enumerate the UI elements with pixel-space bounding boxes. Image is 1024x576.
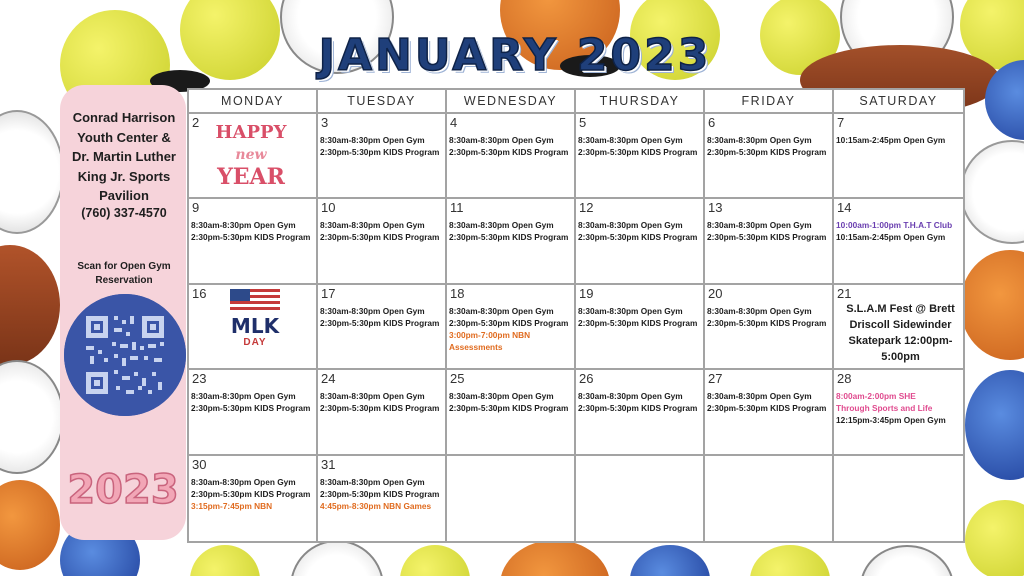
day-number: 9	[192, 200, 200, 216]
event-item: 2:30pm-5:30pm KIDS Program	[449, 147, 569, 157]
event-list	[191, 476, 314, 512]
day-cell	[318, 456, 447, 541]
scan-line: Reservation	[95, 275, 153, 286]
event-list	[449, 134, 572, 158]
event-item: 2:30pm-5:30pm KIDS Program	[191, 232, 311, 243]
event-list	[836, 390, 961, 426]
day-header: MONDAY	[189, 90, 318, 114]
day-number: 5	[579, 115, 587, 130]
day-cell	[318, 285, 447, 370]
org-line: King Jr. Sports	[77, 168, 171, 184]
day-cell	[318, 114, 447, 199]
featured-event	[840, 301, 961, 365]
event-item: 8:30am-8:30pm Open Gym	[191, 220, 296, 231]
soccer-ball-icon	[290, 540, 384, 576]
event-list	[707, 219, 830, 243]
phone-number: (760) 337-4570	[81, 206, 167, 220]
day-number: 2	[192, 115, 200, 130]
day-number: 7	[837, 115, 845, 130]
scan-instructions	[66, 260, 182, 288]
event-list	[578, 134, 701, 158]
day-number: 20	[708, 285, 723, 301]
event-item: 2:30pm-5:30pm KIDS Program	[320, 488, 440, 499]
org-line: Youth Center &	[77, 129, 171, 145]
american-flag-icon	[230, 289, 280, 313]
org-line: Pavilion	[99, 188, 149, 203]
event-item: Through Sports and Life	[836, 403, 933, 414]
event-list	[191, 219, 314, 243]
basketball-icon	[960, 250, 1024, 360]
event-list	[320, 134, 443, 158]
event-item: 2:30pm-5:30pm KIDS Program	[320, 147, 440, 157]
event-item: 8:30am-8:30pm Open Gym	[449, 220, 554, 231]
day-number: 21	[837, 285, 852, 301]
day-cell	[834, 285, 963, 370]
day-number: 13	[708, 200, 723, 216]
event-item: 8:30am-8:30pm Open Gym	[707, 391, 812, 402]
event-item: 12:15pm-3:45pm Open Gym	[836, 415, 946, 426]
sticker-word: DAY	[243, 336, 267, 348]
day-cell	[447, 199, 576, 284]
football-icon	[0, 245, 60, 365]
day-cell	[447, 114, 576, 199]
day-cell	[189, 199, 318, 284]
event-item: 2:30pm-5:30pm KIDS Program	[320, 317, 440, 328]
event-item: 8:30am-8:30pm Open Gym	[449, 391, 554, 402]
event-list	[707, 134, 830, 158]
event-item: 8:30am-8:30pm Open Gym	[191, 476, 296, 487]
event-item: 8:30am-8:30pm Open Gym	[578, 305, 683, 316]
volleyball-icon	[960, 140, 1024, 244]
featured-event-line: S.L.A.M Fest @ Brett	[846, 302, 955, 315]
event-item: 2:30pm-5:30pm KIDS Program	[578, 403, 698, 414]
bowling-ball-icon	[965, 370, 1024, 480]
event-list	[707, 305, 830, 329]
basketball-icon	[500, 540, 610, 576]
day-cell	[318, 370, 447, 455]
event-item: 2:30pm-5:30pm KIDS Program	[449, 232, 569, 243]
day-cell	[705, 456, 834, 541]
event-item: 10:00am-1:00pm T.H.A.T Club	[836, 220, 953, 231]
event-item: 8:30am-8:30pm Open Gym	[191, 391, 296, 402]
day-header: FRIDAY	[705, 90, 834, 114]
event-item: 4:45pm-8:30pm NBN Games	[320, 500, 432, 511]
event-list	[578, 305, 701, 329]
event-item: 8:30am-8:30pm Open Gym	[449, 305, 554, 316]
event-item: 8:00am-2:00pm SHE	[836, 391, 916, 402]
sticker-word: HAPPY	[215, 122, 287, 143]
day-number: 4	[450, 115, 458, 130]
day-number: 17	[321, 285, 336, 301]
event-list	[449, 219, 572, 243]
event-item: 2:30pm-5:30pm KIDS Program	[707, 147, 827, 157]
day-cell	[576, 114, 705, 199]
event-item: 2:30pm-5:30pm KIDS Program	[320, 232, 440, 243]
tennis-ball-icon	[190, 545, 260, 576]
event-item: 2:30pm-5:30pm KIDS Program	[578, 317, 698, 328]
day-cell	[318, 199, 447, 284]
soccer-ball-icon	[0, 360, 64, 474]
day-number: 12	[579, 200, 594, 216]
day-cell	[834, 456, 963, 541]
day-number: 11	[450, 200, 464, 216]
event-item: 2:30pm-5:30pm KIDS Program	[707, 317, 827, 328]
event-item: 8:30am-8:30pm Open Gym	[320, 305, 425, 316]
day-cell	[705, 370, 834, 455]
day-number: 25	[450, 371, 465, 387]
day-cell	[705, 285, 834, 370]
event-item: 8:30am-8:30pm Open Gym	[449, 135, 554, 145]
day-cell	[189, 456, 318, 541]
day-cell	[189, 114, 318, 199]
event-list	[836, 219, 961, 243]
event-item: 8:30am-8:30pm Open Gym	[578, 391, 683, 402]
event-item: 8:30am-8:30pm Open Gym	[320, 391, 425, 402]
page-title: JANUARY 2023	[318, 30, 712, 81]
soccer-ball-icon	[860, 545, 954, 576]
day-number: 30	[192, 456, 207, 472]
sticker-word: new	[235, 147, 267, 163]
day-header: WEDNESDAY	[447, 90, 576, 114]
qr-code-icon[interactable]	[64, 294, 186, 416]
volleyball-icon	[0, 110, 64, 234]
event-item: 8:30am-8:30pm Open Gym	[707, 135, 812, 145]
event-item: 3:15pm-7:45pm NBN	[191, 500, 273, 511]
day-number: 31	[321, 456, 336, 472]
event-item: 2:30pm-5:30pm KIDS Program	[191, 488, 311, 499]
day-number: 27	[708, 371, 723, 387]
day-number: 3	[321, 115, 329, 130]
day-header: SATURDAY	[834, 90, 963, 114]
day-cell	[447, 285, 576, 370]
day-header: TUESDAY	[318, 90, 447, 114]
day-number: 18	[450, 285, 465, 301]
tennis-ball-icon	[965, 500, 1024, 576]
year-balloon-icon	[60, 455, 186, 525]
event-item: 2:30pm-5:30pm KIDS Program	[578, 147, 698, 157]
org-line: Dr. Martin Luther	[71, 149, 176, 164]
organization-name	[66, 108, 182, 206]
day-number: 6	[708, 115, 716, 130]
bowling-ball-icon	[630, 545, 710, 576]
day-cell	[834, 199, 963, 284]
day-cell	[189, 285, 318, 370]
day-cell	[576, 456, 705, 541]
event-item: 8:30am-8:30pm Open Gym	[320, 135, 425, 145]
event-list	[320, 390, 443, 414]
day-header: THURSDAY	[576, 90, 705, 114]
tennis-ball-icon	[400, 545, 470, 576]
basketball-icon	[0, 480, 60, 570]
day-cell	[576, 285, 705, 370]
happy-new-year-sticker	[211, 122, 291, 188]
event-item: 8:30am-8:30pm Open Gym	[320, 476, 425, 487]
day-number: 14	[837, 200, 852, 216]
event-item: 8:30am-8:30pm Open Gym	[578, 135, 683, 145]
event-list	[320, 476, 443, 512]
day-number: 10	[321, 200, 336, 216]
event-item: 3:00pm-7:00pm NBN	[449, 329, 531, 340]
day-number: 26	[579, 371, 594, 387]
scan-line: Scan for Open Gym	[77, 261, 171, 272]
day-number: 28	[837, 371, 852, 387]
mlk-day-sticker	[227, 289, 283, 348]
event-item: 2:30pm-5:30pm KIDS Program	[578, 232, 698, 243]
event-item: 2:30pm-5:30pm KIDS Program	[707, 403, 827, 414]
event-list	[449, 390, 572, 414]
event-item: Assessments	[449, 341, 503, 352]
event-list	[836, 134, 961, 146]
sticker-word: YEAR	[217, 164, 285, 190]
day-cell	[834, 370, 963, 455]
day-number: 16	[192, 285, 207, 301]
event-item: 10:15am-2:45pm Open Gym	[836, 135, 946, 145]
day-number: 23	[192, 371, 207, 387]
event-item: 2:30pm-5:30pm KIDS Program	[320, 403, 440, 414]
event-item: 8:30am-8:30pm Open Gym	[578, 220, 683, 231]
event-item: 2:30pm-5:30pm KIDS Program	[191, 403, 311, 414]
event-item: 2:30pm-5:30pm KIDS Program	[449, 403, 569, 414]
event-item: 8:30am-8:30pm Open Gym	[707, 305, 812, 316]
event-list	[320, 219, 443, 243]
day-cell	[189, 370, 318, 455]
year-balloon-text: 2023	[67, 467, 179, 513]
event-item: 8:30am-8:30pm Open Gym	[320, 220, 425, 231]
event-item: 2:30pm-5:30pm KIDS Program	[707, 232, 827, 243]
day-cell	[447, 456, 576, 541]
day-cell	[705, 199, 834, 284]
org-line: Conrad Harrison	[72, 110, 176, 125]
event-list	[578, 219, 701, 243]
event-item: 10:15am-2:45pm Open Gym	[836, 232, 946, 243]
tennis-ball-icon	[750, 545, 830, 576]
event-list	[578, 390, 701, 414]
featured-event-line: 5:00pm	[881, 350, 920, 363]
event-item: 8:30am-8:30pm Open Gym	[707, 220, 812, 231]
day-cell	[447, 370, 576, 455]
day-number: 24	[321, 371, 336, 387]
day-cell	[834, 114, 963, 199]
event-list	[191, 390, 314, 414]
event-list	[707, 390, 830, 414]
featured-event-line: Driscoll Sidewinder	[849, 318, 952, 331]
sticker-word: MLK	[230, 313, 280, 338]
event-list	[320, 305, 443, 329]
event-list	[449, 305, 572, 353]
day-cell	[576, 370, 705, 455]
event-item: 2:30pm-5:30pm KIDS Program	[449, 317, 569, 328]
featured-event-line: Skatepark 12:00pm-	[848, 334, 953, 347]
calendar-grid	[187, 88, 965, 543]
day-cell	[705, 114, 834, 199]
day-cell	[576, 199, 705, 284]
day-number: 19	[579, 285, 594, 301]
